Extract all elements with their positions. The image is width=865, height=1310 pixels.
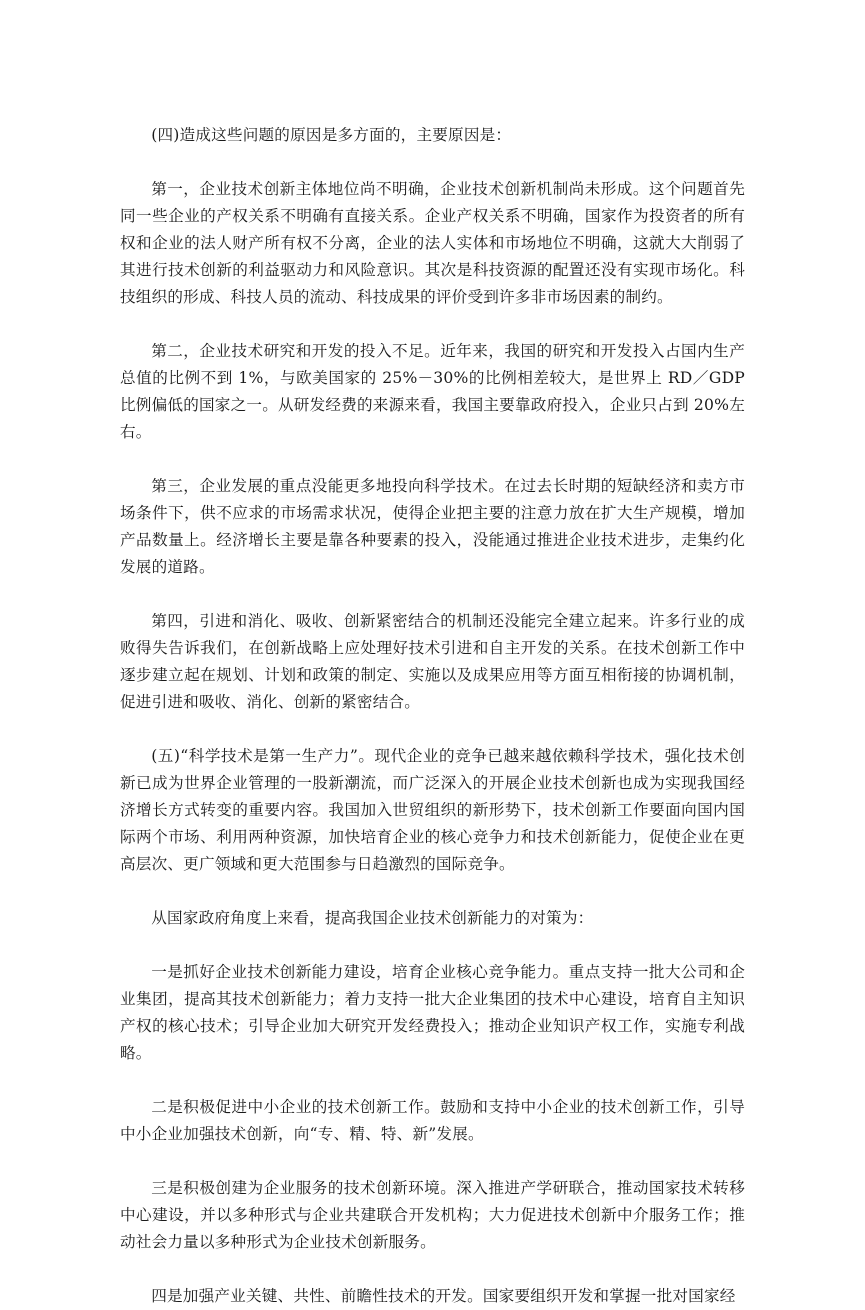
paragraph-causes-heading: (四)造成这些问题的原因是多方面的，主要原因是： xyxy=(151,126,512,144)
paragraph-measure-three: 三是积极创建为企业服务的技术创新环境。深入推进产学研联合，推动国家技术转移中心建设，并以多种形式与企业共建联合开发机构；大力促进技术创新中介服务工作；推动社会力量以多种形式为企业技术创新服务。 xyxy=(120,1179,745,1251)
paragraph-cause-fourth: 第四，引进和消化、吸收、创新紧密结合的机制还没能完全建立起来。许多行业的成败得失告诉我们，在创新战略上应处理好技术引进和自主开发的关系。在技术创新工作中逐步建立起在规划、计划和政策的制定、实施以及成果应用等方面互相衔接的协调机制，促进引进和吸收、消化、创新的紧密结合。 xyxy=(120,612,745,711)
document-page xyxy=(120,122,745,1310)
paragraph-cause-second: 第二，企业技术研究和开发的投入不足。近年来，我国的研究和开发投入占国内生产总值的比例不到 1%，与欧美国家的 25%－30%的比例相差较大，是世界上 RD／GDP 比例偏低的国家之一。从研发经费的来源来看，我国主要靠政府投入，企业只占到 20%左右。 xyxy=(120,342,745,441)
paragraph-measure-two: 二是积极促进中小企业的技术创新工作。鼓励和支持中小企业的技术创新工作，引导中小企业加强技术创新，向“专、精、特、新”发展。 xyxy=(120,1098,745,1143)
paragraph-countermeasures-intro: 从国家政府角度上来看，提高我国企业技术创新能力的对策为： xyxy=(151,909,594,927)
paragraph-cause-first: 第一，企业技术创新主体地位尚不明确，企业技术创新机制尚未形成。这个问题首先同一些企业的产权关系不明确有直接关系。企业产权关系不明确，国家作为投资者的所有权和企业的法人财产所有权不分离，企业的法人实体和市场地位不明确，这就大大削弱了其进行技术创新的利益驱动力和风险意识。其次是科技资源的配置还没有实现市场化。科技组织的形成、科技人员的流动、科技成果的评价受到许多非市场因素的制约。 xyxy=(120,180,745,306)
paragraph-cause-third: 第三，企业发展的重点没能更多地投向科学技术。在过去长时期的短缺经济和卖方市场条件下，供不应求的市场需求状况，使得企业把主要的注意力放在扩大生产规模，增加产品数量上。经济增长主要是靠各种要素的投入，没能通过推进企业技术进步，走集约化发展的道路。 xyxy=(120,477,745,576)
paragraph-measure-one: 一是抓好企业技术创新能力建设，培育企业核心竞争能力。重点支持一批大公司和企业集团，提高其技术创新能力；着力支持一批大企业集团的技术中心建设，培育自主知识产权的核心技术；引导企业加大研究开发经费投入；推动企业知识产权工作，实施专利战略。 xyxy=(120,963,745,1062)
paragraph-section-five: (五)“科学技术是第一生产力”。现代企业的竞争已越来越依赖科学技术，强化技术创新已成为世界企业管理的一股新潮流，而广泛深入的开展企业技术创新也成为实现我国经济增长方式转变的重要内容。我国加入世贸组织的新形势下，技术创新工作要面向国内国际两个市场、利用两种资源，加快培育企业的核心竞争力和技术创新能力，促使企业在更高层次、更广领域和更大范围参与日趋激烈的国际竞争。 xyxy=(120,747,745,873)
paragraph-measure-four: 四是加强产业关键、共性、前瞻性技术的开发。国家要组织开发和掌握一批对国家经 xyxy=(151,1287,736,1305)
